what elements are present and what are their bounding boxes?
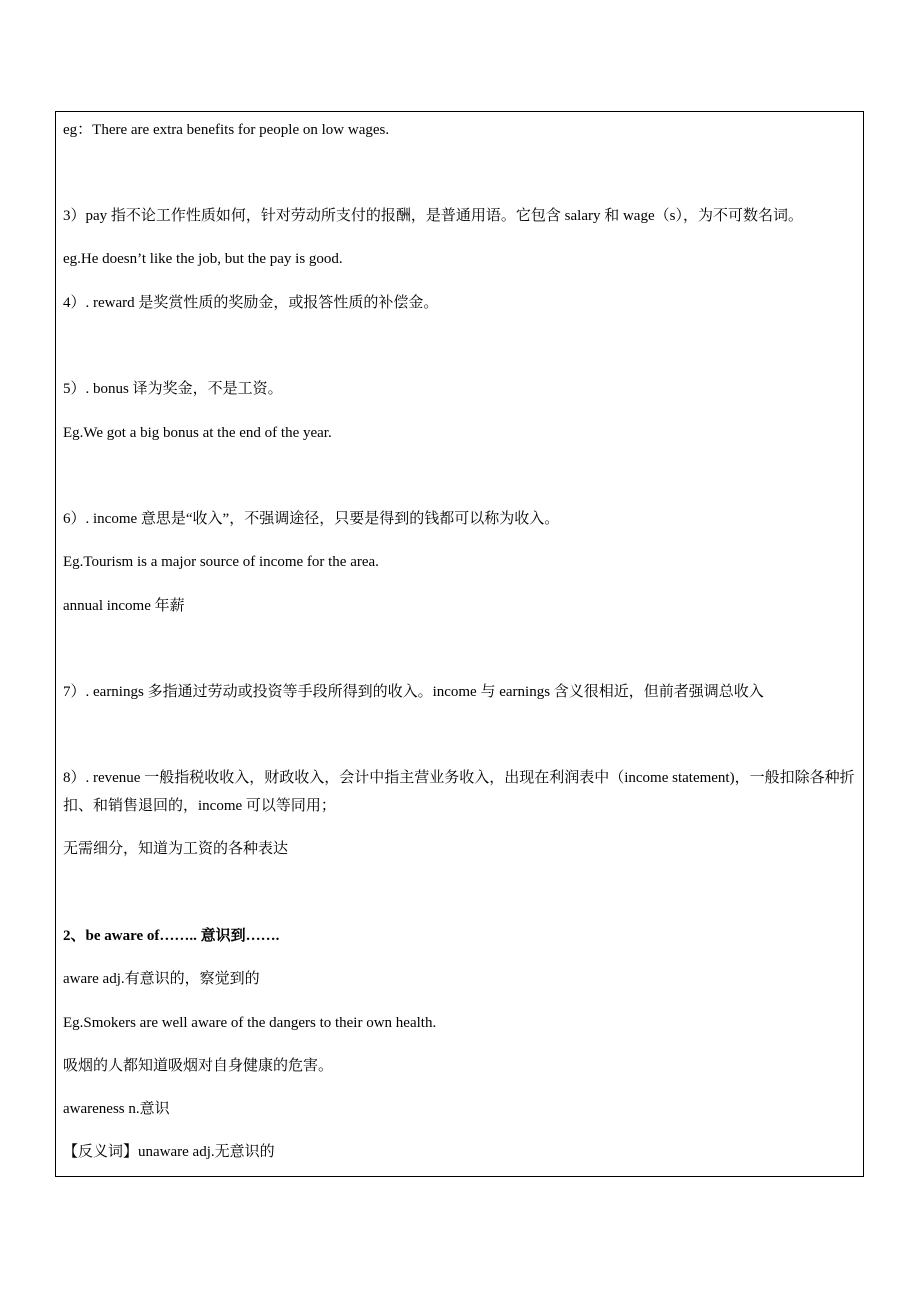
example-smokers: Eg.Smokers are well aware of the dangers to their own health. — [63, 1015, 437, 1031]
definition-bonus: 5）. bonus 译为奖金，不是工资。 — [63, 381, 283, 397]
example-pay: eg.He doesn’t like the job, but the pay is good. — [63, 251, 343, 267]
definition-awareness: awareness n.意识 — [63, 1101, 170, 1117]
definition-pay: 3）pay 指不论工作性质如何，针对劳动所支付的报酬，是普通用语。它包含 salary 和 wage（s），为不可数名词。 — [63, 208, 803, 224]
section-heading-be-aware-of: 2、be aware of…….. 意识到……. — [63, 928, 280, 944]
definition-revenue: 8）. revenue 一般指税收收入，财政收入，会计中指主营业务收入，出现在利润表中（income statement)，一般扣除各种折扣、和销售退回的，income 可以等同用； — [63, 770, 855, 814]
definition-earnings: 7）. earnings 多指通过劳动或投资等手段所得到的收入。income 与 earnings 含义很相近，但前者强调总收入 — [63, 684, 764, 700]
definition-income: 6）. income 意思是“收入”，不强调途径，只要是得到的钱都可以称为收入。 — [63, 511, 560, 527]
phrase-annual-income: annual income 年薪 — [63, 598, 185, 614]
example-bonus: Eg.We got a big bonus at the end of the year. — [63, 425, 332, 441]
note-no-detail: 无需细分，知道为工资的各种表达 — [63, 841, 289, 857]
definition-aware: aware adj.有意识的，察觉到的 — [63, 971, 260, 987]
example-low-wages: eg：There are extra benefits for people on low wages. — [63, 122, 390, 138]
definition-reward: 4）. reward 是奖赏性质的奖励金，或报答性质的补偿金。 — [63, 295, 439, 311]
translation-smokers: 吸烟的人都知道吸烟对自身健康的危害。 — [63, 1058, 334, 1074]
antonym-unaware: 【反义词】unaware adj.无意识的 — [63, 1144, 275, 1160]
example-income: Eg.Tourism is a major source of income for the area. — [63, 554, 379, 570]
